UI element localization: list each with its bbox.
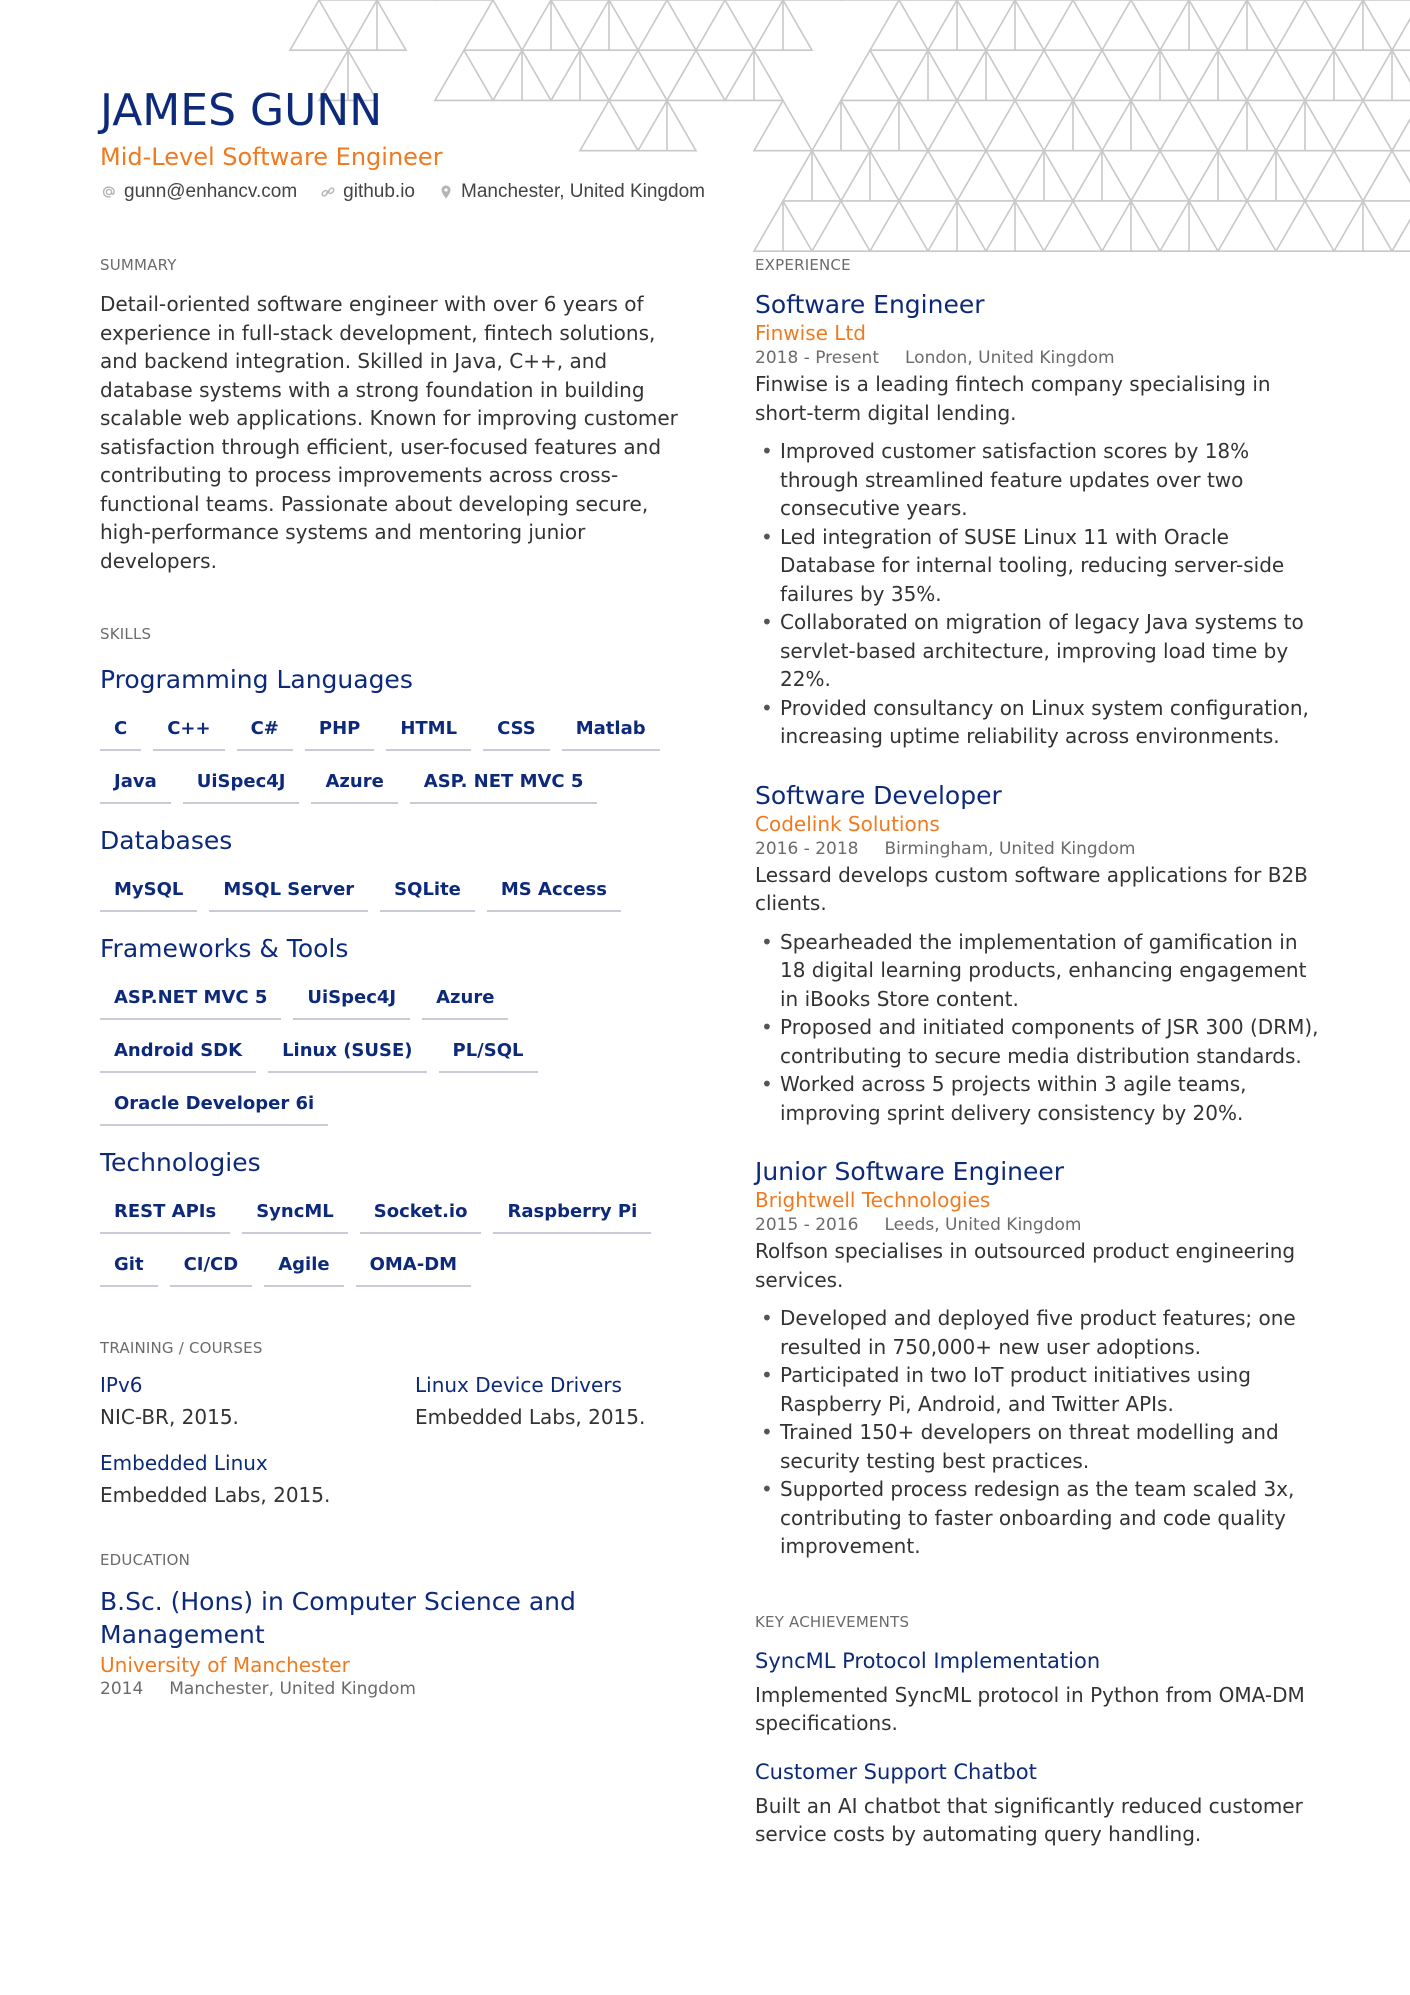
skills-section xyxy=(100,625,690,1287)
skill-tag-list xyxy=(100,981,660,1126)
skill-group xyxy=(100,934,690,1126)
job-location: Leeds, United Kingdom xyxy=(884,1215,1082,1235)
skill-tag: Socket.io xyxy=(360,1195,482,1234)
job-meta xyxy=(755,1215,1325,1235)
skill-tag: Java xyxy=(100,765,171,804)
skill-tag: Oracle Developer 6i xyxy=(100,1087,328,1126)
job-meta xyxy=(755,348,1325,368)
course-title: IPv6 xyxy=(100,1373,143,1397)
resume-header xyxy=(100,86,860,203)
education-meta xyxy=(100,1679,690,1699)
skill-tag: Android SDK xyxy=(100,1034,256,1073)
experience-section xyxy=(755,256,1325,1561)
candidate-name: JAMES GUNN xyxy=(100,85,383,136)
skill-tag: HTML xyxy=(386,712,471,751)
skill-tag: UiSpec4J xyxy=(293,981,410,1020)
email-contact[interactable] xyxy=(100,181,297,203)
school-name: University of Manchester xyxy=(100,1653,350,1677)
job-title: Junior Software Engineer xyxy=(755,1157,1065,1186)
course-list xyxy=(100,1373,690,1507)
summary-section xyxy=(100,256,690,575)
job-bullet: • Provided consultancy on Linux system configuration, increasing uptime reliability across environments. xyxy=(755,694,1325,751)
course-title: Linux Device Drivers xyxy=(415,1373,622,1397)
contact-info xyxy=(100,181,860,203)
skill-tag: PHP xyxy=(305,712,374,751)
course-institution: Embedded Labs, 2015. xyxy=(100,1483,331,1507)
skill-tag: CSS xyxy=(483,712,550,751)
achievements-heading: KEY ACHIEVEMENTS xyxy=(755,1612,910,1631)
job-bullet: • Participated in two IoT product initiatives using Raspberry Pi, Android, and Twitter APIs. xyxy=(755,1361,1325,1418)
skill-tag: MySQL xyxy=(100,873,197,912)
course-item xyxy=(100,1451,415,1507)
job-description: Rolfson specialises in outsourced product engineering services. xyxy=(755,1239,1296,1292)
skill-tag: REST APIs xyxy=(100,1195,230,1234)
location-contact xyxy=(437,181,705,203)
job-dates: 2015 - 2016 xyxy=(755,1215,859,1235)
training-heading: TRAINING / COURSES xyxy=(100,1339,263,1357)
skill-tag-list xyxy=(100,712,660,804)
job-location: London, United Kingdom xyxy=(905,348,1115,368)
skill-group-title: Frameworks & Tools xyxy=(100,934,349,963)
job-bullet: • Improved customer satisfaction scores by 18% through streamlined feature updates over two consecutive years. xyxy=(755,437,1325,523)
location-text: Manchester, United Kingdom xyxy=(461,180,705,202)
skill-tag: SyncML xyxy=(242,1195,348,1234)
job-bullet: • Developed and deployed five product features; one resulted in 750,000+ new user adoptions. xyxy=(755,1304,1325,1361)
job-bullets xyxy=(755,437,1325,751)
education-location: Manchester, United Kingdom xyxy=(169,1679,416,1699)
skill-tag-list xyxy=(100,1195,660,1287)
skill-tag: Azure xyxy=(422,981,508,1020)
job-dates: 2018 - Present xyxy=(755,348,879,368)
at-icon xyxy=(100,183,118,201)
skill-group-title: Databases xyxy=(100,826,233,855)
achievement-description: Implemented SyncML protocol in Python from OMA-DM specifications. xyxy=(755,1682,1305,1735)
skill-tag: Git xyxy=(100,1248,158,1287)
job-bullets xyxy=(755,928,1325,1128)
course-institution: Embedded Labs, 2015. xyxy=(415,1405,646,1429)
skill-group xyxy=(100,665,690,804)
course-item xyxy=(100,1373,415,1429)
skill-tag: PL/SQL xyxy=(439,1034,538,1073)
job-bullets xyxy=(755,1304,1325,1561)
company-name: Finwise Ltd xyxy=(755,321,866,345)
job-bullet: • Spearheaded the implementation of gamification in 18 digital learning products, enhancing engagement in iBooks Store content. xyxy=(755,928,1325,1014)
skills-heading: SKILLS xyxy=(100,625,152,643)
achievement-list xyxy=(755,1649,1325,1849)
skill-groups xyxy=(100,665,690,1287)
job-dates: 2016 - 2018 xyxy=(755,838,859,859)
job-description: Finwise is a leading fintech company specialising in short-term digital lending. xyxy=(755,372,1271,425)
training-section xyxy=(100,1339,690,1507)
skill-tag: CI/CD xyxy=(170,1248,253,1287)
skill-tag-list xyxy=(100,873,660,912)
skill-tag: ASP. NET MVC 5 xyxy=(410,765,598,804)
skill-group-title: Programming Languages xyxy=(100,665,413,694)
email-text: gunn@enhancv.com xyxy=(124,180,298,202)
achievement-item xyxy=(755,1649,1325,1738)
skill-tag: ASP.NET MVC 5 xyxy=(100,981,281,1020)
job-bullet: • Led integration of SUSE Linux 11 with Oracle Database for internal tooling, reducing server-side failures by 35%. xyxy=(755,523,1325,609)
job-title: Software Developer xyxy=(755,780,1002,810)
skill-tag: C# xyxy=(237,712,293,751)
education-heading: EDUCATION xyxy=(100,1551,190,1569)
job-list xyxy=(755,290,1325,1561)
skill-tag: Azure xyxy=(311,765,397,804)
map-pin-icon xyxy=(437,183,455,201)
achievements-section xyxy=(755,1613,1325,1849)
skill-tag: Agile xyxy=(264,1248,343,1287)
skill-tag: SQLite xyxy=(380,873,475,912)
achievement-description: Built an AI chatbot that significantly reduced customer service costs by automating query handling. xyxy=(755,1793,1303,1846)
skill-tag: OMA-DM xyxy=(356,1248,471,1287)
job-bullet: • Trained 150+ developers on threat modelling and security testing best practices. xyxy=(755,1418,1325,1475)
company-name: Brightwell Technologies xyxy=(755,1188,991,1212)
job-entry xyxy=(755,1157,1325,1561)
summary-text: Detail-oriented software engineer with over 6 years of experience in full-stack development, fintech solutions, and backend integration. Skilled in Java, C++, and database systems with a strong foundation in building scalable web applications. Known for improving customer satisfaction through efficient, user-focused features and contributing to process improvements across cross-functional teams. Passionate about developing secure, high-performance systems and mentoring junior developers. xyxy=(100,292,678,573)
skill-tag: C xyxy=(100,712,141,751)
link-icon xyxy=(319,183,337,201)
skill-group-title: Technologies xyxy=(100,1148,261,1177)
course-title: Embedded Linux xyxy=(100,1451,268,1475)
left-column xyxy=(100,256,690,1699)
skill-tag: UiSpec4J xyxy=(183,765,300,804)
education-year: 2014 xyxy=(100,1679,144,1699)
website-contact[interactable] xyxy=(319,181,415,203)
achievement-item xyxy=(755,1760,1325,1849)
skill-tag: MS Access xyxy=(487,873,621,912)
job-entry xyxy=(755,781,1325,1128)
job-bullet: • Supported process redesign as the team scaled 3x, contributing to faster onboarding and code quality improvement. xyxy=(755,1475,1325,1561)
skill-tag: Linux (SUSE) xyxy=(268,1034,426,1073)
skill-tag: C++ xyxy=(153,712,224,751)
job-meta xyxy=(755,839,1325,859)
course-institution: NIC-BR, 2015. xyxy=(100,1405,239,1429)
degree-title: B.Sc. (Hons) in Computer Science and Management xyxy=(100,1587,576,1649)
job-location: Birmingham, United Kingdom xyxy=(884,838,1136,859)
skill-group xyxy=(100,826,690,912)
summary-heading: SUMMARY xyxy=(100,256,177,274)
job-bullet: • Worked across 5 projects within 3 agile teams, improving sprint delivery consistency by 20%. xyxy=(755,1070,1325,1127)
right-column xyxy=(755,256,1325,1849)
course-item xyxy=(415,1373,675,1429)
job-description: Lessard develops custom software applications for B2B clients. xyxy=(755,862,1308,915)
skill-group xyxy=(100,1148,690,1287)
job-entry xyxy=(755,290,1325,751)
company-name: Codelink Solutions xyxy=(755,811,940,836)
achievement-title: Customer Support Chatbot xyxy=(755,1759,1037,1784)
skill-tag: MSQL Server xyxy=(209,873,368,912)
achievement-title: SyncML Protocol Implementation xyxy=(755,1648,1101,1673)
education-section xyxy=(100,1551,690,1699)
job-bullet: • Collaborated on migration of legacy Java systems to servlet-based architecture, improving load time by 22%. xyxy=(755,608,1325,694)
job-title: Software Engineer xyxy=(755,290,985,319)
skill-tag: Raspberry Pi xyxy=(493,1195,651,1234)
website-text: github.io xyxy=(343,180,415,202)
job-bullet: • Proposed and initiated components of JSR 300 (DRM), contributing to secure media distribution standards. xyxy=(755,1013,1325,1070)
experience-heading: EXPERIENCE xyxy=(755,256,851,274)
skill-tag: Matlab xyxy=(562,712,660,751)
candidate-role: Mid-Level Software Engineer xyxy=(100,142,443,171)
